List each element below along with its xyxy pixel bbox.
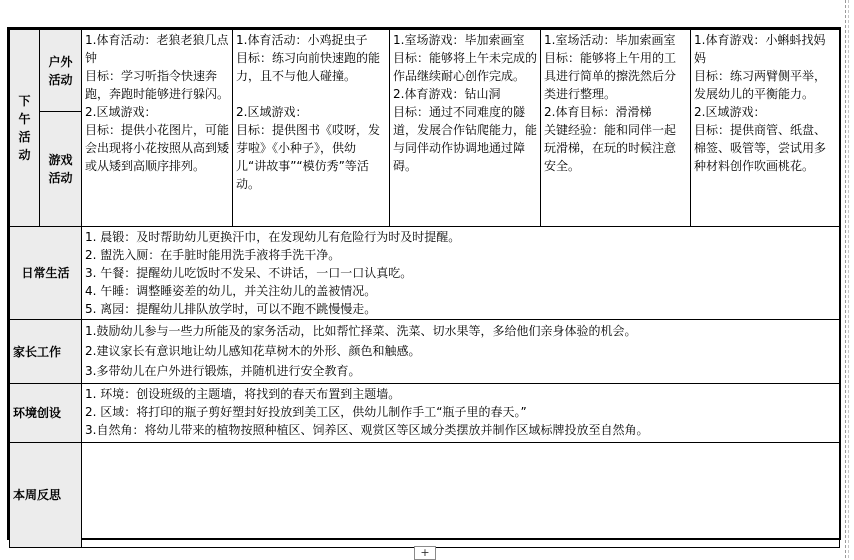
- reflection-label: 本周反思: [10, 443, 82, 548]
- daily-life-label: 日常生活: [10, 227, 82, 320]
- game-activity-label: [40, 112, 82, 227]
- parent-work-line: 1.鼓励幼儿参与一些力所能及的家务活动，比如帮忙择菜、洗菜、切水果等，多给他们亲身体验的机会。: [85, 324, 637, 338]
- outdoor-activity-label: [40, 30, 82, 112]
- environment-row: [10, 384, 840, 443]
- afternoon-label: [10, 30, 40, 227]
- daily-life-line: 5. 离园：提醒幼儿排队放学时，可以不跑不跳慢慢走。: [85, 302, 377, 316]
- parent-work-line: 3.多带幼儿在户外进行锻炼，并随机进行安全教育。: [85, 364, 361, 378]
- environment-line: 3.自然角：将幼儿带来的植物按照种植区、饲养区、观赏区等区域分类摆放并制作区域标牌投放至自然角。: [85, 423, 649, 437]
- afternoon-label-text: 下午活动: [18, 94, 31, 162]
- daily-life-row: [10, 227, 840, 320]
- afternoon-col-thu: 1.室场活动：毕加索画室 目标：能够将上午用的工具进行简单的擦洗然后分类进行整理。 2.体育目标：滑滑梯 关键经验：能和同伴一起玩滑梯，在玩的时候注意安全。: [541, 30, 691, 227]
- afternoon-col-fri: 1.体育游戏：小蝌蚪找妈妈 目标：练习两臂侧平举，发展幼儿的平衡能力。 2.区域游戏： 目标：提供商管、纸盘、棉签、吸管等，尝试用多种材料创作吹画桃花。: [691, 30, 840, 227]
- parent-work-content: [82, 320, 840, 384]
- weekly-plan-table: [9, 29, 840, 548]
- parent-work-label: 家长工作: [10, 320, 82, 384]
- afternoon-outdoor-row: [10, 30, 840, 112]
- daily-life-line: 4. 午睡：调整睡姿差的幼儿，并关注幼儿的盖被情况。: [85, 284, 377, 298]
- page-margin-guide: [845, 0, 847, 558]
- environment-content: [82, 384, 840, 443]
- afternoon-col-tue: 1.体育活动：小鸡捉虫子 目标：练习向前快速跑的能力，且不与他人碰撞。 2.区域游戏： 目标：提供图书《哎呀，发芽啦》《小种子》，供幼儿“讲故事”“模仿秀”等活动。: [233, 30, 390, 227]
- parent-work-line: 2.建议家长有意识地让幼儿感知花草树木的外形、颜色和触感。: [85, 344, 421, 358]
- reflection-content[interactable]: [82, 443, 840, 548]
- page-margin-guide-right: [848, 0, 850, 558]
- daily-life-line: 1. 晨锻：及时帮助幼儿更换汗巾，在发现幼儿有危险行为时及时提醒。: [85, 230, 461, 244]
- daily-life-line: 3. 午餐：提醒幼儿吃饭时不发呆、不讲话，一口一口认真吃。: [85, 266, 413, 280]
- outdoor-activity-label-text: 户外活动: [48, 54, 73, 87]
- daily-life-content: [82, 227, 840, 320]
- daily-life-line: 2. 盥洗入厕：在手脏时能用洗手液将手洗干净。: [85, 248, 341, 262]
- environment-line: 2. 区域：将打印的瓶子剪好塑封好投放到美工区，供幼儿制作手工“瓶子里的春天。”: [85, 405, 527, 419]
- reflection-row: [10, 443, 840, 548]
- afternoon-col-mon: 1.体育活动：老狼老狼几点钟 目标：学习听指令快速奔跑，奔跑时能够进行躲闪。 2.区域游戏： 目标：提供小花图片，可能会出现将小花按照从高到矮或从矮到高顺序排列。: [82, 30, 233, 227]
- environment-label: 环境创设: [10, 384, 82, 443]
- game-activity-label-text: 游戏活动: [48, 153, 73, 185]
- afternoon-col-wed: 1.室场游戏：毕加索画室 目标：能够将上午未完成的作品继续耐心创作完成。 2.体育游戏：钻山洞 目标：通过不同难度的隧道，发展合作钻爬能力，能与同伴动作协调地通过障碍。: [390, 30, 541, 227]
- plus-icon[interactable]: +: [414, 546, 436, 560]
- parent-work-row: [10, 320, 840, 384]
- environment-line: 1. 环境：创设班级的主题墙，将找到的春天布置到主题墙。: [85, 387, 401, 401]
